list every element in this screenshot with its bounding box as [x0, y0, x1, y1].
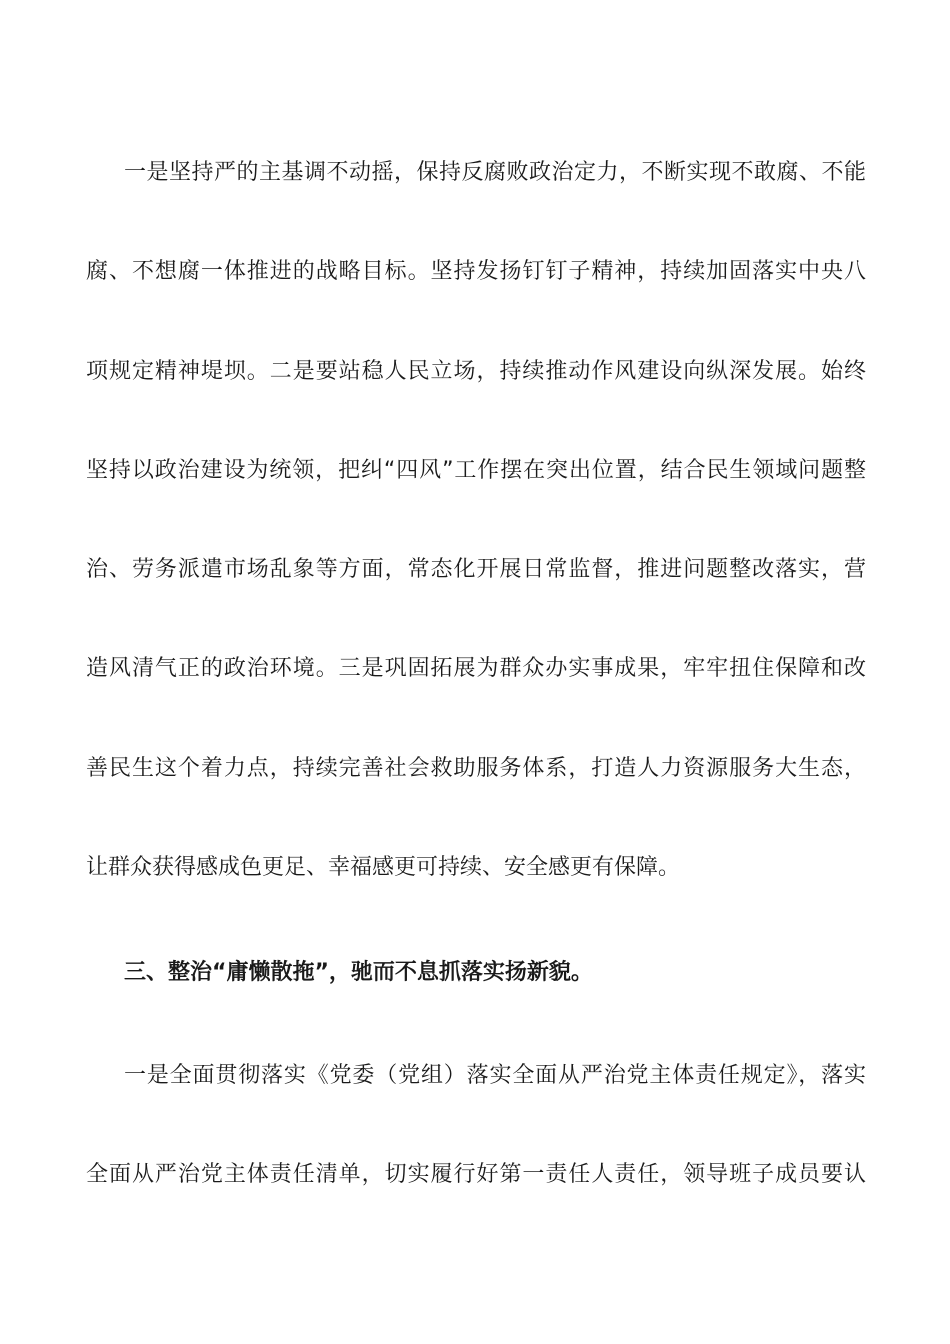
paragraph-line: 腐、不想腐一体推进的战略目标。坚持发扬钉钉子精神，持续加固落实中央八: [86, 259, 866, 284]
section-heading: 三、整治“庸懒散拖”，驰而不息抓落实扬新貌。: [124, 960, 593, 985]
paragraph-line: 一是全面贯彻落实《党委（党组）落实全面从严治党主体责任规定》，落实: [124, 1063, 866, 1088]
paragraph-line: 让群众获得感成色更足、幸福感更可持续、安全感更有保障。: [86, 855, 681, 880]
paragraph-line: 一是坚持严的主基调不动摇，保持反腐败政治定力，不断实现不敢腐、不能: [124, 160, 866, 185]
paragraph-line: 全面从严治党主体责任清单，切实履行好第一责任人责任，领导班子成员要认: [86, 1162, 866, 1187]
paragraph-line: 善民生这个着力点，持续完善社会救助服务体系，打造人力资源服务大生态，: [86, 756, 866, 781]
paragraph-line: 治、劳务派遣市场乱象等方面，常态化开展日常监督，推进问题整改落实，营: [86, 557, 866, 582]
paragraph-line: 坚持以政治建设为统领，把纠“四风”工作摆在突出位置，结合民生领域问题整: [86, 458, 866, 483]
paragraph-line: 项规定精神堤坝。二是要站稳人民立场，持续推动作风建设向纵深发展。始终: [86, 359, 866, 384]
paragraph-line: 造风清气正的政治环境。三是巩固拓展为群众办实事成果，牢牢扭住保障和改: [86, 656, 866, 681]
